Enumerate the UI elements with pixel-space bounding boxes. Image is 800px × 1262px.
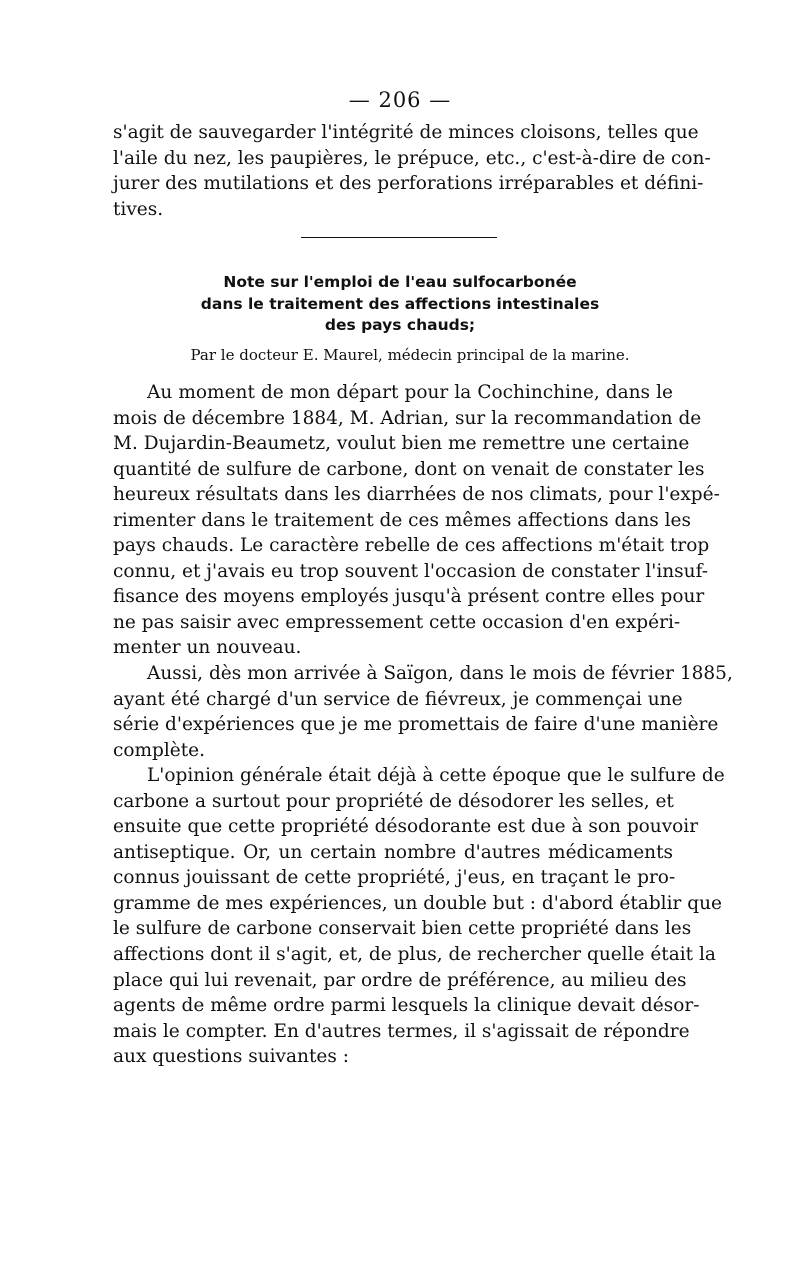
title-line: des pays chauds; — [324, 316, 476, 334]
text-line: rimenter dans le traitement de ces mêmes affections dans les — [113, 509, 691, 531]
text-line: aux questions suivantes : — [113, 1046, 349, 1068]
text-line: M. Dujardin-Beaumetz, voulut bien me remettre une certaine — [113, 433, 690, 455]
section-divider — [301, 237, 497, 238]
paragraph-3 — [113, 763, 725, 1070]
page-number: — 206 — — [348, 88, 452, 112]
text-line: heureux résultats dans les diarrhées de nos climats, pour l'expé- — [113, 484, 720, 506]
text-line: le sulfure de carbone conservait bien cette propriété dans les — [113, 918, 692, 940]
continued-paragraph — [113, 120, 711, 222]
text-line: affections dont il s'agit, et, de plus, de rechercher quelle était la — [113, 944, 716, 966]
text-line: quantité de sulfure de carbone, dont on venait de constater les — [113, 458, 705, 480]
text-line: L'opinion générale était déjà à cette époque que le sulfure de — [147, 765, 725, 787]
paragraph-2 — [113, 661, 733, 763]
text-line: série d'expériences que je me promettais de faire d'une manière — [113, 714, 719, 736]
author-byline: Par le docteur E. Maurel, médecin principal de la marine. — [190, 346, 630, 364]
text-line: mois de décembre 1884, M. Adrian, sur la recommandation de — [113, 407, 702, 429]
text-line: s'agit de sauvegarder l'intégrité de minces cloisons, telles que — [113, 122, 699, 143]
text-line: tives. — [113, 198, 164, 220]
text-line: carbone a surtout pour propriété de désodorer les selles, et — [113, 790, 674, 812]
title-line: dans le traitement des affections intestinales — [200, 294, 600, 313]
text-line: connu, et j'avais eu trop souvent l'occasion de constater l'insuf- — [113, 560, 709, 582]
text-line: complète. — [113, 739, 206, 761]
text-line: Aussi, dès mon arrivée à Saïgon, dans le mois de février 1885, — [147, 663, 733, 685]
text-line: agents de même ordre parmi lesquels la clinique devait désor- — [113, 995, 700, 1017]
article-body — [113, 380, 733, 1070]
text-line: antiseptique. Or, un certain nombre d'autres médicaments — [113, 841, 673, 863]
title-line: Note sur l'emploi de l'eau sulfocarbonée — [223, 273, 577, 291]
note-title — [120, 272, 680, 337]
text-line: ayant été chargé d'un service de fiévreux, je commençai une — [113, 688, 683, 710]
text-line: ne pas saisir avec empressement cette occasion d'en expéri- — [113, 611, 681, 633]
text-line: mais le compter. En d'autres termes, il s'agissait de répondre — [113, 1020, 690, 1042]
text-line: place qui lui revenait, par ordre de préférence, au milieu des — [113, 969, 687, 991]
text-line: pays chauds. Le caractère rebelle de ces affections m'était trop — [113, 535, 710, 557]
text-line: Au moment de mon départ pour la Cochinchine, dans le — [147, 382, 673, 403]
text-line: menter un nouveau. — [113, 637, 302, 659]
text-line: gramme de mes expériences, un double but : d'abord établir que — [113, 892, 722, 914]
text-line: l'aile du nez, les paupières, le prépuce, etc., c'est-à-dire de con- — [113, 147, 711, 169]
text-line: ensuite que cette propriété désodorante est due à son pouvoir — [113, 816, 699, 838]
paragraph-1 — [113, 380, 720, 661]
text-line: connus jouissant de cette propriété, j'eus, en traçant le pro- — [113, 867, 676, 889]
text-line: fisance des moyens employés jusqu'à présent contre elles pour — [113, 586, 705, 608]
text-line: jurer des mutilations et des perforations irréparables et défini- — [113, 173, 704, 195]
